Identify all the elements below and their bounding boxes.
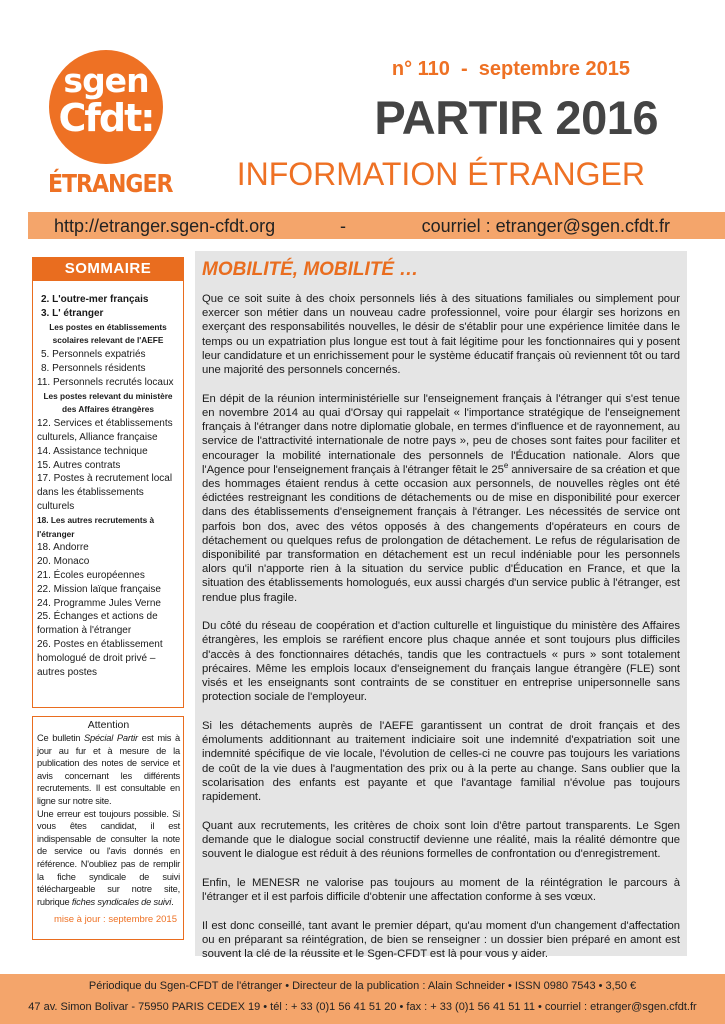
sgen-cfdt-logo — [49, 50, 163, 164]
article-paragraph: Du côté du réseau de coopération et d'action culturelle et linguistique du ministère des Affaires étrangères, les emplois se raréfient encore plus chaque année et sont toujours plus difficiles d'accès à des fonctionnaires détachés, tandis que les contractuels « purs » sont totalement précaires. Même les emplois locaux d'enseignement du français langue étrangère (FLE) sont visés et les enseignants sont contraints de se constituer en entreprise unipersonnelle sans protection sociale de l'employeur. — [202, 620, 680, 704]
logo-line-cfdt: Cfdt: — [58, 96, 154, 140]
article-paragraph: Il est donc conseillé, tant avant le premier départ, qu'au moment d'un changement d'affectation ou en préparant sa réintégration, de bien se renseigner : un dossier bien préparé en amont est souvent la clé de la réussite et le Sgen-CFDT est là pour vous y aider. — [202, 919, 680, 961]
attention-title: Attention — [87, 719, 130, 731]
page-subtitle: INFORMATION ÉTRANGER — [236, 156, 645, 192]
toc-item[interactable]: 5. Personnels expatriés — [41, 349, 146, 361]
toc-item[interactable]: 21. Écoles européennes — [37, 569, 145, 581]
logo-line-sgen: sgen — [63, 61, 149, 100]
logo-tag-etranger: ÉTRANGER — [48, 170, 173, 199]
toc-section-heading[interactable]: 18. Les autres recrutements à l'étranger — [37, 514, 155, 539]
update-date: mise à jour : septembre 2015 — [53, 914, 177, 926]
issue-number: n° 110 - septembre 2015 — [391, 58, 630, 80]
toc-item[interactable]: 20. Monaco — [37, 556, 90, 568]
toc-item[interactable]: 8. Personnels résidents — [41, 362, 146, 374]
article-paragraph: Enfin, le MENESR ne valorise pas toujours au moment de la réintégration le parcours à l'étranger et il est parfois difficile d'obtenir une affectation conforme à ses vœux. — [202, 876, 680, 904]
toc-section-heading: Les postes en établissements scolaires relevant de l'AEFE — [49, 321, 167, 346]
toc-item[interactable]: 15. Autres contrats — [37, 459, 121, 471]
article-paragraph: Quant aux recrutements, les critères de choix sont loin d'être partout transparents. Le Sgen demande que le dialogue social constructif devienne une réalité, mais la réalité démontre que souvent le dialogue est réduit à des réunions formelles de confrontation ou d'enregistrement. — [202, 819, 680, 861]
toc-item[interactable]: 3. L' étranger — [41, 307, 104, 319]
sommaire-box — [32, 281, 184, 708]
article-paragraph: Si les détachements auprès de l'AEFE garantissent un contrat de droit français et des émoluments additionnant au traitement indiciaire soit une indemnité d'expatriation soit une indemnité spécifique de vie locale, l'évolution de celles-ci ne couvre pas toujours les variations de coût de la vie dues à l'augmentation des prix ou à la perte au change. Sans oublier que la scolarisation des enfants est payante et que l'avantage familial n'évolue pas toujours rapidement. — [202, 719, 680, 803]
toc-item[interactable]: 11. Personnels recrutés locaux — [37, 376, 174, 388]
toc-item[interactable]: 22. Mission laïque française — [37, 583, 161, 595]
toc-item[interactable]: 18. Andorre — [37, 542, 89, 554]
footer-publication-info: Périodique du Sgen-CFDT de l'étranger • Directeur de la publication : Alain Schneider • ISSN 0980 7543 • 3,50 € — [88, 980, 637, 992]
attention-paragraph: Ce bulletin Spécial Partir est mis à jour au fur et à mesure de la publication des notes de service et avis concernant les différents recrutements. Il est consultable en ligne sur notre site. — [37, 733, 180, 806]
toc-item[interactable]: 14. Assistance technique — [37, 445, 148, 457]
attention-paragraph: Une erreur est toujours possible. Si vous êtes candidat, il est indispensable de consulter la note de service ou l'avis donnés en référence. N'oubliez pas de remplir la fiche syndicale de suivi téléchargeable sur notre site, rubrique fiches syndicales de suivi. — [37, 808, 180, 907]
article-panel — [195, 251, 687, 961]
toc-item[interactable]: 25. Échanges et actions de formation à l'étranger — [37, 611, 158, 637]
website-link[interactable]: http://etranger.sgen-cfdt.org — [54, 216, 276, 236]
page-title: PARTIR 2016 — [374, 91, 658, 144]
article-paragraph: En dépit de la réunion interministérielle sur l'enseignement français à l'étranger qui s'est tenue en novembre 2014 au quai d'Orsay qui rappelait « l'importance stratégique de l'enseignement français à l'étranger dans notre diplomatie globale, en termes d'influence et de rayonnement, au service de l'attractivité internationale de notre pays », peu de choses sont faites pour faciliter et encourager la mobilité internationale des personnels de l'Éducation nationale. Alors que l'Agence pour l'enseignement français à l'étranger fêtait le 25e anniversaire de sa création et que des hommages étaient rendus à cette occasion aux personnels, de nouvelles règles ont été édictées restreignant les conditions de détachements ou de mise en disponibilité pour exercer dans des établissements d'enseignement français à l'étranger. Les nécessités de service ont parfois bon dos, avec des vétos opposés à des changements d'opérateurs en cours de détachement ou quelques refus de prolongation de détachement. Le refus de régularisation de disponibilité par transformation en détachement est un recul indéniable pour les personnels alors qu'il n'apporte rien à la situation du service public d'Éducation en France, et que la situation des établissements homologués, eux aussi chargés d'un service public à l'étranger, est rendue plus fragile. — [202, 392, 680, 604]
attention-box — [32, 716, 184, 940]
band-separator: - — [340, 216, 346, 236]
sommaire-heading: SOMMAIRE — [32, 257, 184, 281]
footer-address: 47 av. Simon Bolivar - 75950 PARIS CEDEX 19 • tél : + 33 (0)1 56 41 51 20 • fax : + 33 (0)1 56 41 51 11 • courriel : etranger@sgen.cfdt.fr — [28, 1001, 697, 1013]
article-paragraph: Que ce soit suite à des choix personnels liés à des situations familiales ou simplement pour exercer son métier dans un nouveau cadre professionnel, voire pour élargir ses horizons en exerçant des responsabilités nouvelles, le désir de s'établir pour une expérience limitée dans le temps ou un expatriation plus longue est tout à fait légitime pour les fonctionnaires qui y posent leur candidature et un enrichissement pour le système éducatif français où reviennent tôt ou tard une majorité des personnels concernés. — [202, 293, 680, 377]
toc-item[interactable]: 24. Programme Jules Verne — [37, 597, 161, 609]
toc-item[interactable]: 12. Services et établissements culturels, Alliance française — [37, 418, 173, 443]
toc-item[interactable]: 26. Postes en établissement homologué de droit privé – autres postes — [37, 638, 163, 678]
toc-section-heading: Les postes relevant du ministère des Affaires étrangères — [43, 390, 173, 415]
email-link[interactable]: courriel : etranger@sgen.cfdt.fr — [421, 216, 670, 236]
toc-item[interactable]: 17. Postes à recrutement local dans les établissements culturels — [37, 473, 173, 512]
toc-item[interactable]: 2. L'outre-mer français — [41, 294, 149, 305]
article-heading: MOBILITÉ, MOBILITÉ … — [202, 259, 419, 280]
